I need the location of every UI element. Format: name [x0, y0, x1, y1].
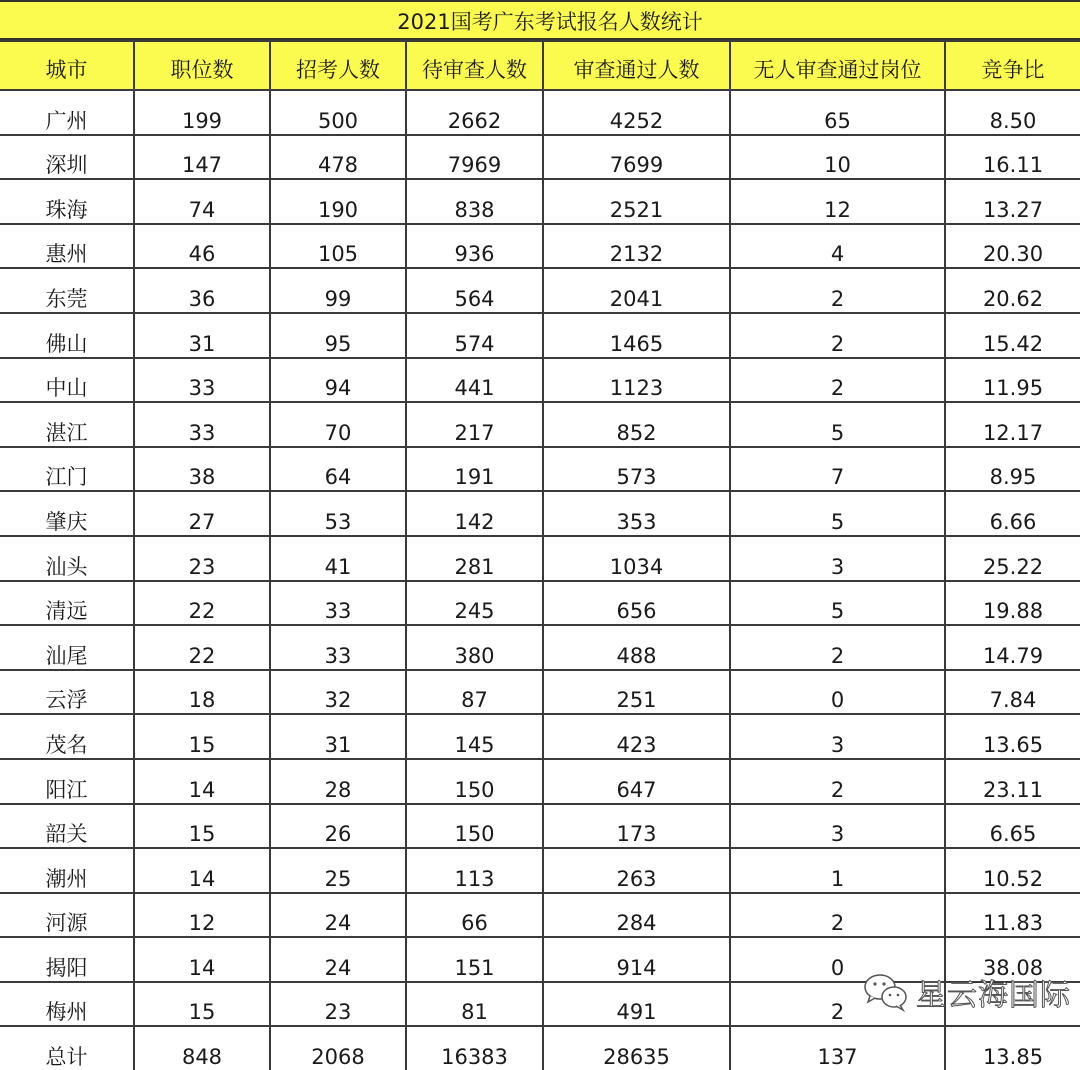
city-cell: 湛江: [0, 402, 134, 447]
value-cell: 15: [134, 982, 270, 1027]
value-cell: 1123: [543, 358, 730, 403]
value-cell: 5: [730, 402, 945, 447]
value-cell: 22: [134, 581, 270, 626]
value-cell: 33: [134, 358, 270, 403]
value-cell: 441: [406, 358, 543, 403]
value-cell: 574: [406, 313, 543, 358]
value-cell: 6.65: [945, 804, 1080, 849]
value-cell: 151: [406, 937, 543, 982]
city-cell: 揭阳: [0, 937, 134, 982]
city-cell: 梅州: [0, 982, 134, 1027]
value-cell: 838: [406, 179, 543, 224]
value-cell: 0: [730, 937, 945, 982]
value-cell: 3: [730, 804, 945, 849]
value-cell: 15: [134, 714, 270, 759]
value-cell: 105: [270, 224, 406, 269]
value-cell: 3: [730, 536, 945, 581]
value-cell: 53: [270, 491, 406, 536]
wechat-icon: [862, 971, 910, 1013]
value-cell: 13.65: [945, 714, 1080, 759]
value-cell: 2: [730, 313, 945, 358]
table-row: [0, 893, 1080, 938]
total-value: 848: [134, 1026, 270, 1070]
value-cell: 25.22: [945, 536, 1080, 581]
value-cell: 1034: [543, 536, 730, 581]
value-cell: 15: [134, 804, 270, 849]
value-cell: 147: [134, 135, 270, 180]
value-cell: 23.11: [945, 759, 1080, 804]
value-cell: 25: [270, 848, 406, 893]
value-cell: 8.95: [945, 447, 1080, 492]
value-cell: 7.84: [945, 670, 1080, 715]
value-cell: 38.08: [945, 937, 1080, 982]
value-cell: 2: [730, 759, 945, 804]
value-cell: 32: [270, 670, 406, 715]
city-cell: 云浮: [0, 670, 134, 715]
value-cell: 2521: [543, 179, 730, 224]
table-row: [0, 268, 1080, 313]
registration-table: [0, 40, 1080, 1070]
city-cell: 深圳: [0, 135, 134, 180]
value-cell: 199: [134, 90, 270, 135]
value-cell: 12.17: [945, 402, 1080, 447]
table-title: 2021国考广东考试报名人数统计: [0, 0, 1080, 40]
value-cell: 24: [270, 893, 406, 938]
value-cell: 573: [543, 447, 730, 492]
table-row: [0, 670, 1080, 715]
value-cell: 1: [730, 848, 945, 893]
value-cell: 488: [543, 625, 730, 670]
value-cell: 22: [134, 625, 270, 670]
value-cell: 284: [543, 893, 730, 938]
total-value: 137: [730, 1026, 945, 1070]
table-row: [0, 179, 1080, 224]
value-cell: 500: [270, 90, 406, 135]
city-cell: 珠海: [0, 179, 134, 224]
value-cell: 14.79: [945, 625, 1080, 670]
column-header: 职位数: [134, 41, 270, 90]
value-cell: 24: [270, 937, 406, 982]
value-cell: 2: [730, 358, 945, 403]
value-cell: 7969: [406, 135, 543, 180]
value-cell: 251: [543, 670, 730, 715]
value-cell: 11.83: [945, 893, 1080, 938]
value-cell: 2: [730, 982, 945, 1027]
column-header: 竞争比: [945, 41, 1080, 90]
value-cell: 2: [730, 268, 945, 313]
value-cell: 7: [730, 447, 945, 492]
value-cell: 10.52: [945, 848, 1080, 893]
value-cell: 281: [406, 536, 543, 581]
value-cell: 65: [730, 90, 945, 135]
table-row: [0, 224, 1080, 269]
value-cell: 852: [543, 402, 730, 447]
value-cell: 28: [270, 759, 406, 804]
table-row: [0, 804, 1080, 849]
column-header: 招考人数: [270, 41, 406, 90]
value-cell: 11.95: [945, 358, 1080, 403]
city-cell: 江门: [0, 447, 134, 492]
table-row: [0, 447, 1080, 492]
value-cell: 70: [270, 402, 406, 447]
value-cell: 2132: [543, 224, 730, 269]
table-row: [0, 358, 1080, 403]
value-cell: 145: [406, 714, 543, 759]
watermark-text: 星云海国际: [916, 978, 1071, 1013]
value-cell: 150: [406, 804, 543, 849]
city-cell: 阳江: [0, 759, 134, 804]
city-cell: 中山: [0, 358, 134, 403]
table-row: [0, 581, 1080, 626]
value-cell: 5: [730, 491, 945, 536]
table-row: [0, 135, 1080, 180]
value-cell: 81: [406, 982, 543, 1027]
value-cell: 7699: [543, 135, 730, 180]
city-cell: 清远: [0, 581, 134, 626]
table-row: [0, 90, 1080, 135]
value-cell: 66: [406, 893, 543, 938]
value-cell: 20.62: [945, 268, 1080, 313]
value-cell: 14: [134, 848, 270, 893]
value-cell: 26: [270, 804, 406, 849]
column-header: 无人审查通过岗位: [730, 41, 945, 90]
value-cell: 8.50: [945, 90, 1080, 135]
value-cell: 64: [270, 447, 406, 492]
city-cell: 河源: [0, 893, 134, 938]
table-row: [0, 402, 1080, 447]
value-cell: 0: [730, 670, 945, 715]
value-cell: 150: [406, 759, 543, 804]
header-row: [0, 41, 1080, 90]
value-cell: 173: [543, 804, 730, 849]
value-cell: 27: [134, 491, 270, 536]
value-cell: 191: [406, 447, 543, 492]
value-cell: 2041: [543, 268, 730, 313]
value-cell: 23: [270, 982, 406, 1027]
city-cell: 广州: [0, 90, 134, 135]
table-row: [0, 759, 1080, 804]
value-cell: 491: [543, 982, 730, 1027]
table-row: [0, 625, 1080, 670]
total-value: 13.85: [945, 1026, 1080, 1070]
value-cell: 2662: [406, 90, 543, 135]
column-header: 审查通过人数: [543, 41, 730, 90]
value-cell: 142: [406, 491, 543, 536]
value-cell: 14: [134, 759, 270, 804]
city-cell: 东莞: [0, 268, 134, 313]
total-value: 16383: [406, 1026, 543, 1070]
value-cell: 41: [270, 536, 406, 581]
city-cell: 肇庆: [0, 491, 134, 536]
value-cell: 95: [270, 313, 406, 358]
table-row: [0, 714, 1080, 759]
value-cell: 914: [543, 937, 730, 982]
column-header: 城市: [0, 41, 134, 90]
value-cell: 6.66: [945, 491, 1080, 536]
value-cell: 20.30: [945, 224, 1080, 269]
value-cell: 87: [406, 670, 543, 715]
value-cell: 353: [543, 491, 730, 536]
value-cell: 12: [134, 893, 270, 938]
value-cell: 15.42: [945, 313, 1080, 358]
value-cell: 18: [134, 670, 270, 715]
table-row: [0, 536, 1080, 581]
value-cell: 5: [730, 581, 945, 626]
city-cell: 惠州: [0, 224, 134, 269]
table-row: [0, 491, 1080, 536]
city-cell: 佛山: [0, 313, 134, 358]
value-cell: 245: [406, 581, 543, 626]
table-row: [0, 848, 1080, 893]
value-cell: 16.11: [945, 135, 1080, 180]
city-cell: 潮州: [0, 848, 134, 893]
value-cell: 13.27: [945, 179, 1080, 224]
table-row: [0, 313, 1080, 358]
value-cell: 647: [543, 759, 730, 804]
value-cell: 564: [406, 268, 543, 313]
value-cell: 31: [134, 313, 270, 358]
value-cell: 33: [270, 581, 406, 626]
value-cell: 4252: [543, 90, 730, 135]
total-value: 2068: [270, 1026, 406, 1070]
city-cell: 茂名: [0, 714, 134, 759]
value-cell: 190: [270, 179, 406, 224]
value-cell: 74: [134, 179, 270, 224]
total-value: 28635: [543, 1026, 730, 1070]
value-cell: 478: [270, 135, 406, 180]
value-cell: 380: [406, 625, 543, 670]
total-label: 总计: [0, 1026, 134, 1070]
value-cell: 2: [730, 625, 945, 670]
column-header: 待审查人数: [406, 41, 543, 90]
value-cell: 936: [406, 224, 543, 269]
value-cell: 38: [134, 447, 270, 492]
value-cell: 656: [543, 581, 730, 626]
value-cell: 4: [730, 224, 945, 269]
value-cell: 33: [134, 402, 270, 447]
value-cell: 19.88: [945, 581, 1080, 626]
value-cell: 36: [134, 268, 270, 313]
value-cell: 1465: [543, 313, 730, 358]
value-cell: 423: [543, 714, 730, 759]
watermark: [862, 966, 1071, 1018]
value-cell: 113: [406, 848, 543, 893]
value-cell: 2: [730, 893, 945, 938]
city-cell: 汕头: [0, 536, 134, 581]
value-cell: 46: [134, 224, 270, 269]
city-cell: 韶关: [0, 804, 134, 849]
value-cell: 99: [270, 268, 406, 313]
value-cell: 3: [730, 714, 945, 759]
value-cell: 23: [134, 536, 270, 581]
value-cell: 94: [270, 358, 406, 403]
value-cell: 14: [134, 937, 270, 982]
value-cell: 10: [730, 135, 945, 180]
total-row: [0, 1026, 1080, 1070]
value-cell: 263: [543, 848, 730, 893]
value-cell: 217: [406, 402, 543, 447]
city-cell: 汕尾: [0, 625, 134, 670]
value-cell: 33: [270, 625, 406, 670]
value-cell: 31: [270, 714, 406, 759]
value-cell: 12: [730, 179, 945, 224]
